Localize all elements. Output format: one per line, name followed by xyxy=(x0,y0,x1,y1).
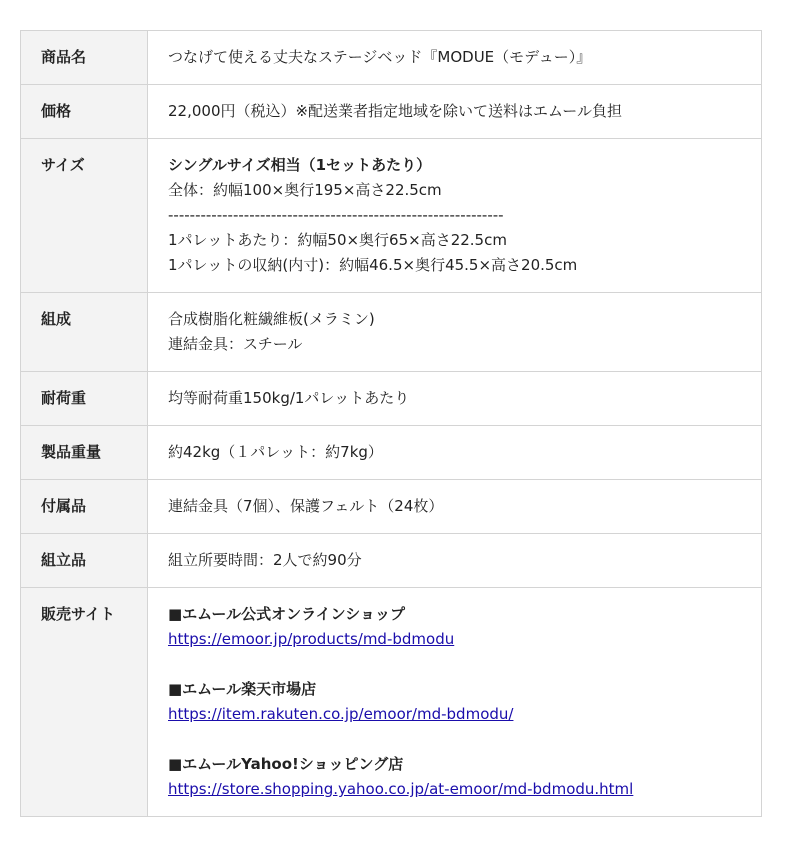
shop-link-rakuten[interactable]: https://item.rakuten.co.jp/emoor/md-bdmodu/ xyxy=(168,705,514,723)
row-value xyxy=(148,588,762,817)
row-label: 付属品 xyxy=(21,480,148,534)
shop-name-yahoo: ■エムールYahoo!ショッピング店 xyxy=(168,755,404,773)
row-value xyxy=(148,139,762,293)
row-value xyxy=(148,426,762,480)
spec-row-price xyxy=(21,85,762,139)
shop-name-rakuten: ■エムール楽天市場店 xyxy=(168,680,317,698)
price-text: 22,000円（税込）※配送業者指定地域を除いて送料はエムール負担 xyxy=(168,102,623,120)
size-divider: -------------------------------------------------------------- xyxy=(168,206,504,224)
spec-row-product-name xyxy=(21,31,762,85)
shop-link-yahoo[interactable]: https://store.shopping.yahoo.co.jp/at-emoor/md-bdmodu.html xyxy=(168,780,634,798)
spec-row-load-capacity xyxy=(21,372,762,426)
row-value xyxy=(148,480,762,534)
size-heading: シングルサイズ相当（1セットあたり） xyxy=(168,156,432,174)
row-label: 耐荷重 xyxy=(21,372,148,426)
row-value xyxy=(148,372,762,426)
product-name-text: つなげて使える丈夫なステージベッド『MODUE（モデュー）』 xyxy=(168,48,592,66)
spec-row-material xyxy=(21,293,762,372)
size-overall: 全体：約幅100×奥行195×高さ22.5cm xyxy=(168,181,442,199)
spec-row-weight xyxy=(21,426,762,480)
product-spec-table xyxy=(20,30,762,817)
row-label: 組成 xyxy=(21,293,148,372)
assembly-text: 組立所要時間：2人で約90分 xyxy=(168,551,362,569)
shop-name-official: ■エムール公式オンラインショップ xyxy=(168,605,405,623)
row-value xyxy=(148,85,762,139)
row-label: 商品名 xyxy=(21,31,148,85)
row-label: 製品重量 xyxy=(21,426,148,480)
row-label: 組立品 xyxy=(21,534,148,588)
weight-text: 約42kg（１パレット：約7kg） xyxy=(168,443,383,461)
row-label: サイズ xyxy=(21,139,148,293)
row-value xyxy=(148,293,762,372)
shop-link-official[interactable]: https://emoor.jp/products/md-bdmodu xyxy=(168,630,455,648)
spec-row-assembly xyxy=(21,534,762,588)
spec-row-size xyxy=(21,139,762,293)
row-label: 価格 xyxy=(21,85,148,139)
accessories-text: 連結金具（7個）、保護フェルト（24枚） xyxy=(168,497,444,515)
load-capacity-text: 均等耐荷重150kg/1パレットあたり xyxy=(168,389,410,407)
size-per-pallet: 1パレットあたり：約幅50×奥行65×高さ22.5cm xyxy=(168,231,507,249)
size-storage-inner: 1パレットの収納(内寸)：約幅46.5×奥行45.5×高さ20.5cm xyxy=(168,256,578,274)
material-board: 合成樹脂化粧繊維板(メラミン) xyxy=(168,310,375,328)
spec-row-sales-sites xyxy=(21,588,762,817)
material-hardware: 連結金具：スチール xyxy=(168,335,303,353)
row-value xyxy=(148,31,762,85)
row-label: 販売サイト xyxy=(21,588,148,817)
spec-row-accessories xyxy=(21,480,762,534)
row-value xyxy=(148,534,762,588)
